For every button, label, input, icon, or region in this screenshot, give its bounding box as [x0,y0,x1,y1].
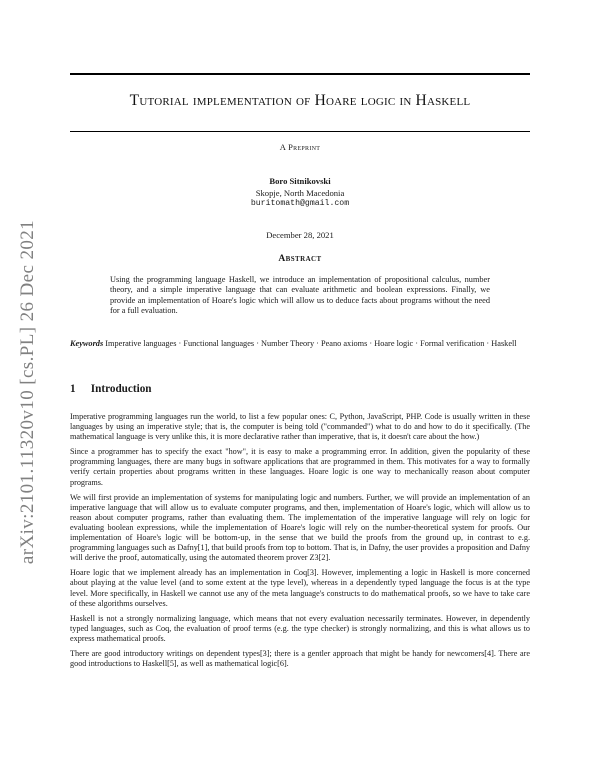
section-title: Introduction [90,383,152,395]
paragraph: Hoare logic that we implement already has an implementation in Coq[3]. However, implementing a logic in Haskell is more concerned about playing at the value level (and to some extent at the type level), whereas in a dependently typed language the focus is at the type level. More specifically, in Haskell we cannot use any of the meta language's constructs to do mathematical proofs, so we have to take care of these algorithms ourselves. [70,568,530,608]
section-body [70,412,530,674]
paper-title: Tutorial implementation of Hoare logic in Haskell [129,92,471,109]
preprint-label: A Preprint [279,142,321,152]
author-email: buritomath@gmail.com [250,199,350,208]
paragraph: Haskell is not a strongly normalizing language, which means that not every evaluation necessarily terminates. However, in dependently typed languages, such as Coq, the evaluation of proof terms (e.g. the type checker) is strongly normalizing, and this is what allows us to express mathematical proofs. [70,613,530,643]
keywords-label: Keywords [70,339,104,348]
keywords [70,339,530,349]
paragraph: Imperative programming languages run the world, to list a few popular ones: C, Python, JavaScript, PHP. Code is usually written in these languages by using an imperative style; that is, the computer is being told ("commanded") what to do and how to do it specifically. (The mathematical language is very unlike this, it is more declarative rather than imperative, that is, it doesn't care about the how.) [70,412,530,442]
section-number: 1 [70,383,76,395]
keywords-text: Imperative languages · Functional languages · Number Theory · Peano axioms · Hoare logic · Formal verification · Haskell [105,339,517,348]
paper-date: December 28, 2021 [266,230,334,240]
arxiv-identifier: arXiv:2101.11320v10 [cs.PL] 26 Dec 2021 [17,219,38,565]
paragraph: There are good introductory writings on dependent types[3]; there is a gentler approach that might be handy for newcomers[4]. There are good introductions to Haskell[5], as well as mathematical logic[6]. [70,648,530,669]
author-location: Skopje, North Macedonia [255,188,345,198]
title-rule-top [70,73,530,75]
paragraph: We will first provide an implementation of systems for manipulating logic and numbers. Further, we will provide an implementation of an imperative language that will allow us to evaluate computer programs, and then, implementation of Hoare's logic, which will allow us to reason about computer programs, rather than evaluating them. The implementation of the imperative language will rely on logic for evaluating boolean expressions, while the implementation of Hoare's logic will rely on the number-theoretical system for proofs. Our implementation of Hoare's logic will be bottom-up, in the sense that we build the proofs from the ground up, in contrast to e.g. programming languages such as Dafny[1], that build proofs from top to bottom. That is, in Dafny, the user provides a proposition and Dafny will derive the proof, automatically, using the automated theorem prover Z3[2]. [70,492,531,563]
title-rule-bottom [70,131,530,132]
section-heading [70,383,152,395]
abstract-text: Using the programming language Haskell, we introduce an implementation of propositional calculus, number theory, and a simple imperative language that can evaluate arithmetic and boolean expressions. Finally, we provide an implementation of Hoare's logic which will allow us to deduce facts about programs without the need for a full evaluation. [110,275,490,315]
paragraph: Since a programmer has to specify the exact "how", it is easy to make a programming error. In addition, given the popularity of these programming languages, there are many bugs in software applications that are programmed in them. This motivates for a way to formally verify certain properties about programs written in these languages. Hoare logic is one way to mechanically reason about computer programs. [70,447,530,487]
abstract-heading: Abstract [278,254,322,264]
author-name: Boro Sitnikovski [269,176,331,186]
